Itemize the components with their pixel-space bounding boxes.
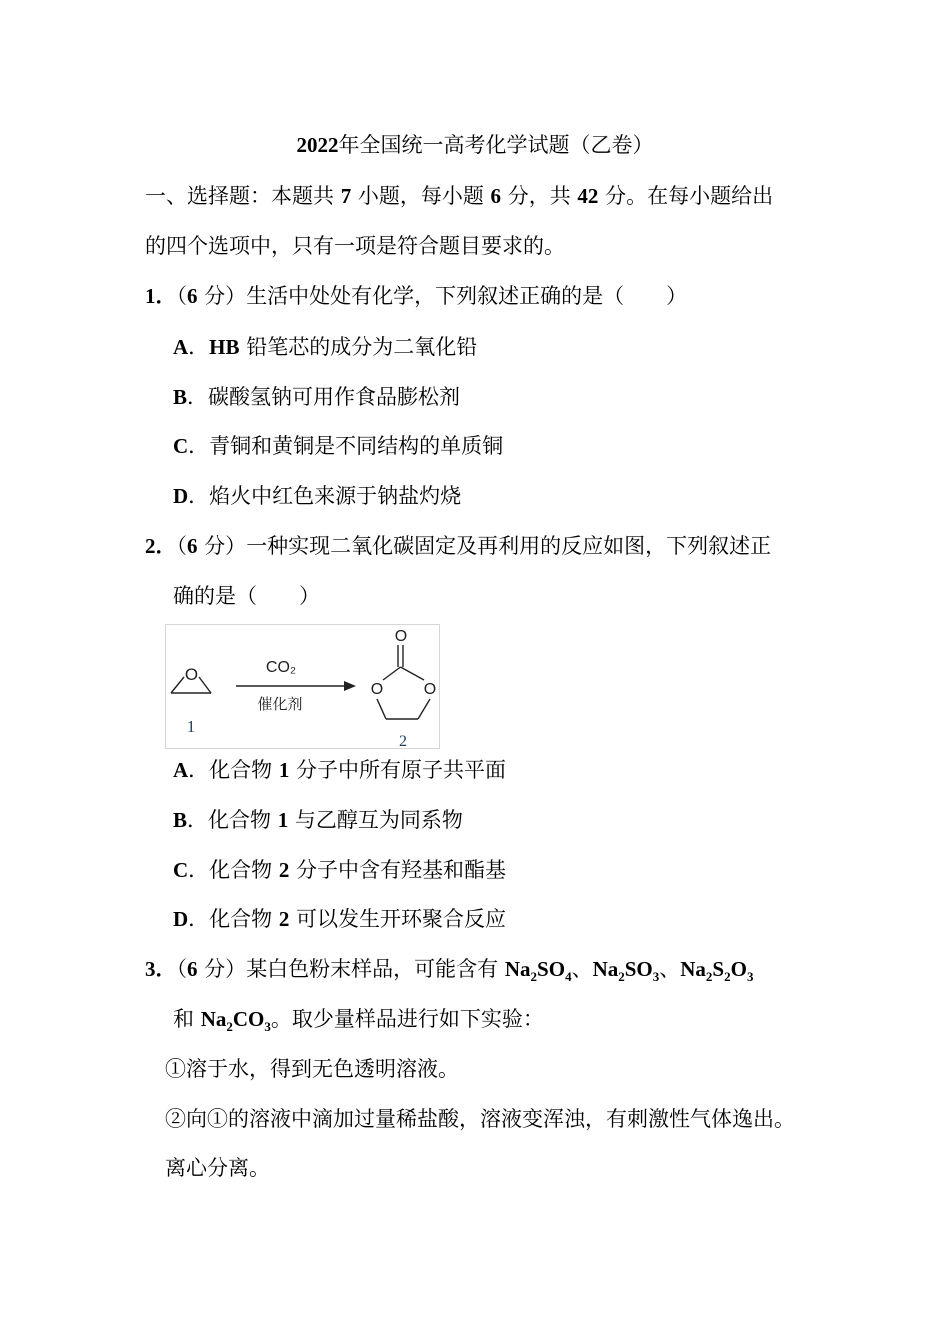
intro-part: 小题，每小题 xyxy=(351,184,491,208)
option-compound-number: 1 xyxy=(278,758,290,782)
intro-part: 分，共 xyxy=(501,184,578,208)
option-text: 分子中所有原子共平面 xyxy=(289,758,507,782)
separator: 、 xyxy=(571,957,593,981)
formula-na2s2o3: $Na_2S_2O_3$ xyxy=(680,957,754,984)
question-number: 2 xyxy=(145,534,156,558)
q3-step-2: ②向①的溶液中滴加过量稀盐酸，溶液变浑浊，有刺激性气体逸出。 xyxy=(165,1107,795,1131)
conjunction: 和 xyxy=(173,1007,201,1031)
question-2-stem: 2．（6 分）一种实现二氧化碳固定及再利用的反应如图，下列叙述正 xyxy=(145,534,772,558)
question-text: 某白色粉末样品，可能含有 xyxy=(246,957,505,981)
option-text: 化合物 xyxy=(208,808,278,832)
formula-na2so4: $Na_2SO_4$ xyxy=(504,957,572,984)
option-compound-number: 2 xyxy=(278,858,290,882)
option-text: 与乙醇互为同系物 xyxy=(288,808,463,832)
title-year: 2022 xyxy=(296,133,339,157)
catalyst-label: 催化剂 xyxy=(257,696,303,713)
q1-option-d: D．焰火中红色来源于钠盐灼烧 xyxy=(173,484,462,508)
option-text: 化合物 xyxy=(209,907,279,931)
q2-option-d: D．化合物 2 可以发生开环聚合反应 xyxy=(173,907,507,931)
option-compound-number: 1 xyxy=(277,808,289,832)
question-3-stem-cont xyxy=(173,1005,544,1033)
option-text: 可以发生开环聚合反应 xyxy=(289,907,507,931)
q2-option-a: A．化合物 1 分子中所有原子共平面 xyxy=(173,758,507,782)
option-text: 化合物 xyxy=(209,758,279,782)
question-score: 6 xyxy=(187,284,198,308)
section-intro-line2: 的四个选项中，只有一项是符合题目要求的。 xyxy=(145,234,565,258)
question-text: 一种实现二氧化碳固定及再利用的反应如图，下列叙述正 xyxy=(246,534,772,558)
reaction-figure xyxy=(165,624,440,749)
section-intro-line1 xyxy=(145,182,773,210)
q2-option-c: C．化合物 2 分子中含有羟基和酯基 xyxy=(173,858,507,882)
question-text: 生活中处处有化学，下列叙述正确的是（ ） xyxy=(246,284,688,308)
q1-option-c: C．青铜和黄铜是不同结构的单质铜 xyxy=(173,434,504,458)
q1-option-b: B．碳酸氢钠可用作食品膨松剂 xyxy=(173,385,461,409)
reaction-arrow xyxy=(236,681,356,691)
option-label: D xyxy=(173,907,189,931)
option-label: C xyxy=(173,858,189,882)
separator: 、 xyxy=(659,957,681,981)
carbonyl-oxygen: O xyxy=(394,628,408,645)
option-text: 铅笔芯的成分为二氧化铅 xyxy=(239,335,478,359)
reaction-scheme xyxy=(166,625,439,748)
intro-part: 一、选择题：本题共 xyxy=(145,184,341,208)
epoxide-oxygen: O xyxy=(184,665,199,684)
question-2-stem-cont: 确的是（ ） xyxy=(173,584,320,608)
question-score: 6 xyxy=(187,534,198,558)
reagent-label: CO₂ xyxy=(265,659,297,676)
question-score: 6 xyxy=(187,957,198,981)
intro-num-questions: 7 xyxy=(340,184,352,208)
q1-option-a: A．HB 铅笔芯的成分为二氧化铅 xyxy=(173,335,478,359)
option-compound-number: 2 xyxy=(278,907,290,931)
compound-2-label: 2 xyxy=(399,733,407,748)
ring-oxygen-right: O xyxy=(423,681,437,698)
question-number: 1 xyxy=(145,284,156,308)
q3-step-1: ①溶于水，得到无色透明溶液。 xyxy=(165,1057,459,1081)
question-3-stem: 3．（6 分）某白色粉末样品，可能含有 $Na_2SO_4$、$Na_2SO_3$、$Na_2S_2O_3$ xyxy=(145,957,754,984)
formula-na2so3: $Na_2SO_3$ xyxy=(592,957,660,984)
question-number: 3 xyxy=(145,957,156,981)
option-text: 青铜和黄铜是不同结构的单质铜 xyxy=(209,434,504,458)
option-bold-text: HB xyxy=(209,335,240,359)
question-text: 。取少量样品进行如下实验： xyxy=(270,1007,544,1031)
option-label: C xyxy=(173,434,189,458)
title-text: 年全国统一高考化学试题（乙卷） xyxy=(338,133,654,157)
intro-total-score: 42 xyxy=(577,184,599,208)
option-label: B xyxy=(173,808,188,832)
formula-na2co3: $Na_2CO_3$ xyxy=(200,1007,271,1034)
intro-part: 分。在每小题给出 xyxy=(598,184,774,208)
ring-oxygen-left: O xyxy=(370,681,384,698)
q2-option-b: B．化合物 1 与乙醇互为同系物 xyxy=(173,808,463,832)
option-text: 分子中含有羟基和酯基 xyxy=(289,858,507,882)
option-label: B xyxy=(173,385,188,409)
page-title xyxy=(0,131,950,159)
question-1-stem: 1．（6 分）生活中处处有化学，下列叙述正确的是（ ） xyxy=(145,284,688,308)
option-text: 碳酸氢钠可用作食品膨松剂 xyxy=(208,385,461,409)
intro-score-each: 6 xyxy=(490,184,502,208)
option-text: 化合物 xyxy=(209,858,279,882)
option-text: 焰火中红色来源于钠盐灼烧 xyxy=(209,484,462,508)
option-label: D xyxy=(173,484,189,508)
option-label: A xyxy=(173,335,189,359)
carbonate-structure xyxy=(377,645,430,719)
q3-step-2-cont: 离心分离。 xyxy=(165,1156,270,1180)
compound-1-label: 1 xyxy=(186,717,196,736)
option-label: A xyxy=(173,758,189,782)
